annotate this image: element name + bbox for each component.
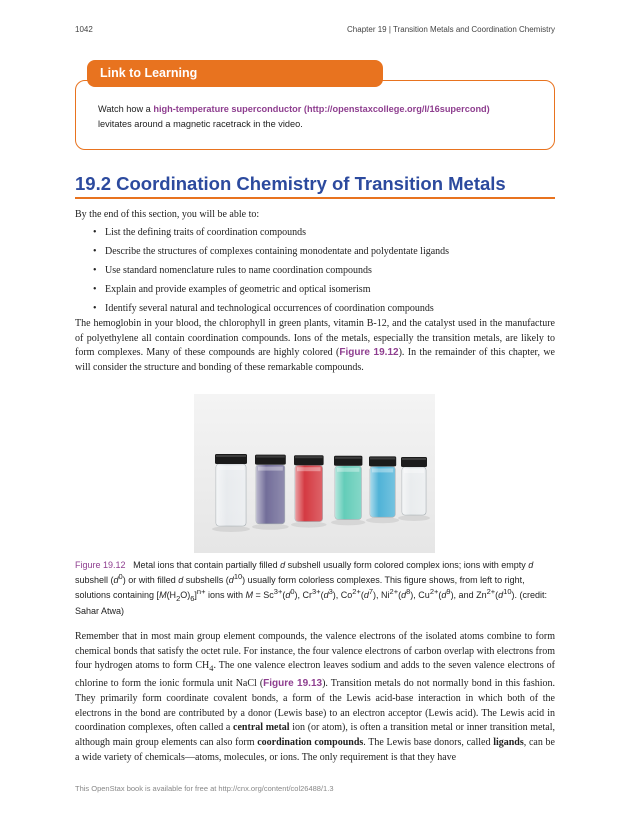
link-to-learning-text [98,102,518,131]
learning-objectives-list [93,226,449,321]
p2-text-c: ). Transition metals do not normally bond in this fashion. They primarily form coordinate covalent bonds, a form of the Lewis acid-base interaction in which both of the electrons in the bond are contributed by a donor (Lewis base) to an electron acceptor (Lewis acid). The Lewis acid in coordination complexes, often called a [75,678,555,734]
vial [212,454,250,532]
term-ligands: ligands [493,736,524,748]
vial [291,455,327,527]
page-footer: This OpenStax book is available for free at http://cnx.org/content/col26488/1.3 [75,784,334,793]
objective-item: • Describe the structures of complexes containing monodentate and polydentate ligands [93,245,449,264]
term-coordination-compounds: coordination compounds [257,736,364,748]
figure-19-12-link[interactable]: Figure 19.12 [339,347,399,359]
running-head: Chapter 19 | Transition Metals and Coordination Chemistry [347,25,555,34]
page-number: 1042 [75,25,93,34]
vial [331,456,365,526]
objective-item: • List the defining traits of coordination compounds [93,226,449,245]
p1-text-b: ). In the remainder of this chapter, we will consider the structure and bonding of these remarkable compounds. [75,347,555,374]
vial [398,457,430,521]
section-title-rule [75,197,555,199]
p2-text-d: ion (or atom), is often a transition metal or inner transition metal, although main group elements can also form [75,722,555,748]
vials-photo [194,394,435,553]
objective-item: • Explain and provide examples of geometric and optical isomerism [93,283,449,302]
objective-item: • Use standard nomenclature rules to name coordination compounds [93,264,449,283]
p2-text-a: Remember that in most main group element compounds, the valence electrons of the isolated atoms combine to form chemical bonds that satisfy the octet rule. For instance, the four valence electrons of carbon overlap with electrons from four hydrogen atoms to form CH [75,631,555,672]
objective-item: • Identify several natural and technological occurrences of coordination compounds [93,302,449,321]
figure-caption [75,559,553,618]
vial [252,455,289,530]
caption-text: Metal ions that contain partially filled d subshell usually form colored complex ions; ions with empty d subshell $(d^0)$ or with filled d subshells $(d^{10})$ usually form colorless complexes. This figure shows, from left to right, solutions containing $[M(H_2O)_6]^{n+}$ ions with $M = Sc^{3+}(d^0)$, $Cr^{3+}(d^3)$, $Co^{2+}(d^7)$, $Ni^{2+}(d^8)$, $Cu^{2+}(d^9)$, and $Zn^{2+}(d^{10})$. (credit: Sahar Atwa) [75,560,548,617]
p2-text-f: , can be a wide variety of chemicals—atoms, molecules, or ions. The only requirement is that they have [75,736,555,763]
figure-19-13-link[interactable]: Figure 19.13 [263,678,323,690]
section-title: 19.2 Coordination Chemistry of Transition Metals [75,173,506,194]
superconductor-link[interactable]: high-temperature superconductor (http://openstaxcollege.org/l/16supercond) [153,104,490,114]
figure-label: Figure 19.12 [75,560,126,570]
term-central-metal: central metal [233,722,290,734]
paragraph-coordinate-bonds [75,630,555,765]
link-to-learning-tab: Link to Learning [87,60,383,87]
objectives-intro: By the end of this section, you will be able to: [75,209,260,220]
p2-text-b: . The one valence electron leaves sodium and adds to the seven valence electrons of chlorine to form the ionic formula unit NaCl ( [75,660,555,690]
p2-text-e: . The Lewis base donors, called [363,736,494,748]
ltl-text-before: Watch how a [98,104,154,114]
p1-text-a: The hemoglobin in your blood, the chlorophyll in green plants, vitamin B-12, and the catalyst used in the manufacture of polyethylene all contain coordination compounds. Ions of the metals, especially the transition metals, are likely to form complexes. Many of these compounds are highly colored ( [75,318,555,359]
p2-subscript: 4 [209,664,214,674]
ltl-text-after: levitates around a magnetic racetrack in the video. [98,118,303,129]
paragraph-intro [75,317,555,376]
